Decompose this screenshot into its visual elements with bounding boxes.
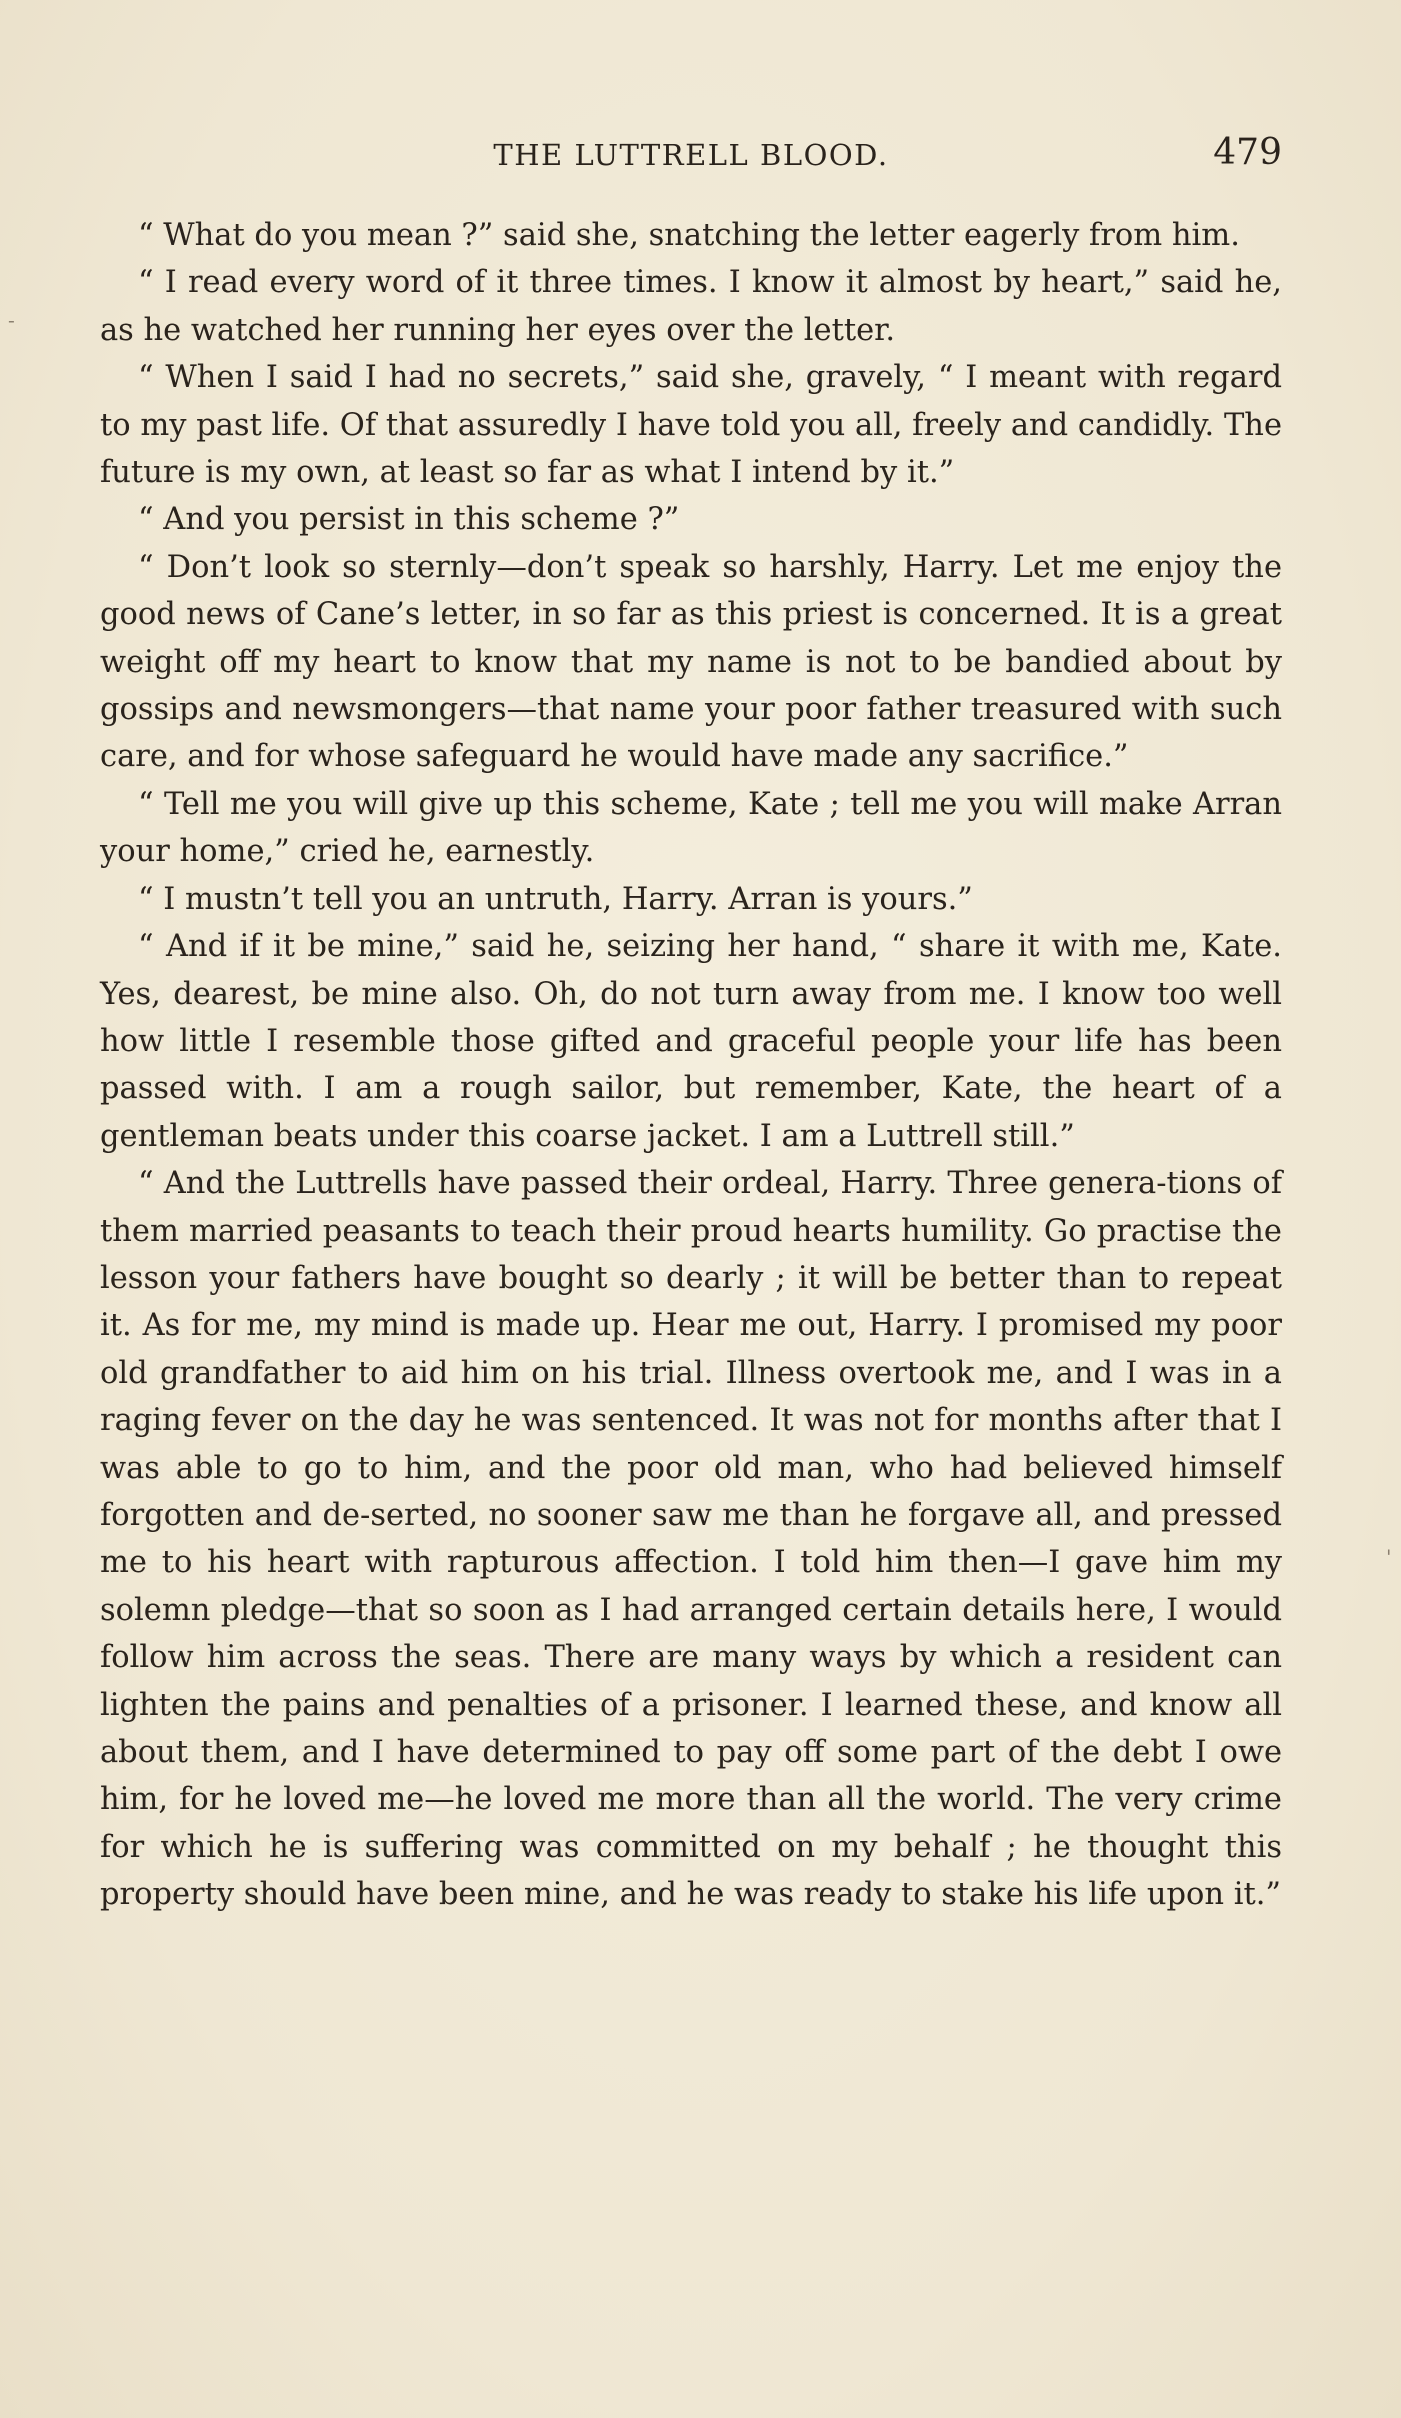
paragraph: “ When I said I had no secrets,” said she, gravely, “ I meant with regard to my past life. Of that assuredly I have told you all, freely and candidly. The future is my own, at least so far as what I intend by it.” xyxy=(100,360,1282,491)
paragraph: “ And you persist in this scheme ?” xyxy=(138,502,680,538)
paragraph: “ And if it be mine,” said he, seizing her hand, “ share it with me, Kate. Yes, dearest, be mine also. Oh, do not turn away from me. I know too well how little I resemble those gifted and graceful people your life has been passed with. I am a rough sailor, but remember, Kate, the heart of a gentleman beats under this coarse jacket. I am a Luttrell still.” xyxy=(100,929,1282,1154)
margin-speck: ' xyxy=(1386,1545,1392,1569)
paragraph: “ I read every word of it three times. I know it almost by heart,” said he, as he watched her running her eyes over the letter. xyxy=(100,265,1282,348)
body-text xyxy=(100,212,1282,1919)
margin-speck: - xyxy=(8,308,15,332)
page-number: 479 xyxy=(1213,132,1282,173)
paragraph: “ And the Luttrells have passed their ordeal, Harry. Three genera-tions of them married peasants to teach their proud hearts humility. Go practise the lesson your fathers have bought so dearly ; it will be better than to repeat it. As for me, my mind is made up. Hear me out, Harry. I promised my poor old grandfather to aid him on his trial. Illness overtook me, and I was in a raging fever on the day he was sentenced. It was not for months after that I was able to go to him, and the poor old man, who had believed himself forgotten and de-serted, no sooner saw me than he forgave all, and pressed me to his heart with rapturous affection. I told him then—I gave him my solemn pledge—that so soon as I had arranged certain details here, I would follow him across the seas. There are many ways by which a resident can lighten the pains and penalties of a prisoner. I learned these, and know all about them, and I have determined to pay off some part of the debt I owe him, for he loved me—he loved me more than all the world. The very crime for which he is suffering was committed on my behalf ; he thought this property should have been mine, and he was ready to stake his life upon it.” xyxy=(100,1166,1282,1913)
paragraph: “ What do you mean ?” said she, snatching the letter eagerly from him. xyxy=(138,218,1240,253)
running-title: THE LUTTRELL BLOOD. xyxy=(493,138,889,172)
paragraph: “ Tell me you will give up this scheme, Kate ; tell me you will make Arran your home,” cried he, earnestly. xyxy=(100,786,1282,870)
page-header xyxy=(100,128,1282,188)
paragraph: “ I mustn’t tell you an untruth, Harry. Arran is yours.” xyxy=(138,881,973,917)
paragraph: “ Don’t look so sternly—don’t speak so harshly, Harry. Let me enjoy the good news of Cane’s letter, in so far as this priest is concerned. It is a great weight off my heart to know that my name is not to be bandied about by gossips and newsmongers—that name your poor father treasured with such care, and for whose safeguard he would have made any sacrifice.” xyxy=(100,549,1282,775)
